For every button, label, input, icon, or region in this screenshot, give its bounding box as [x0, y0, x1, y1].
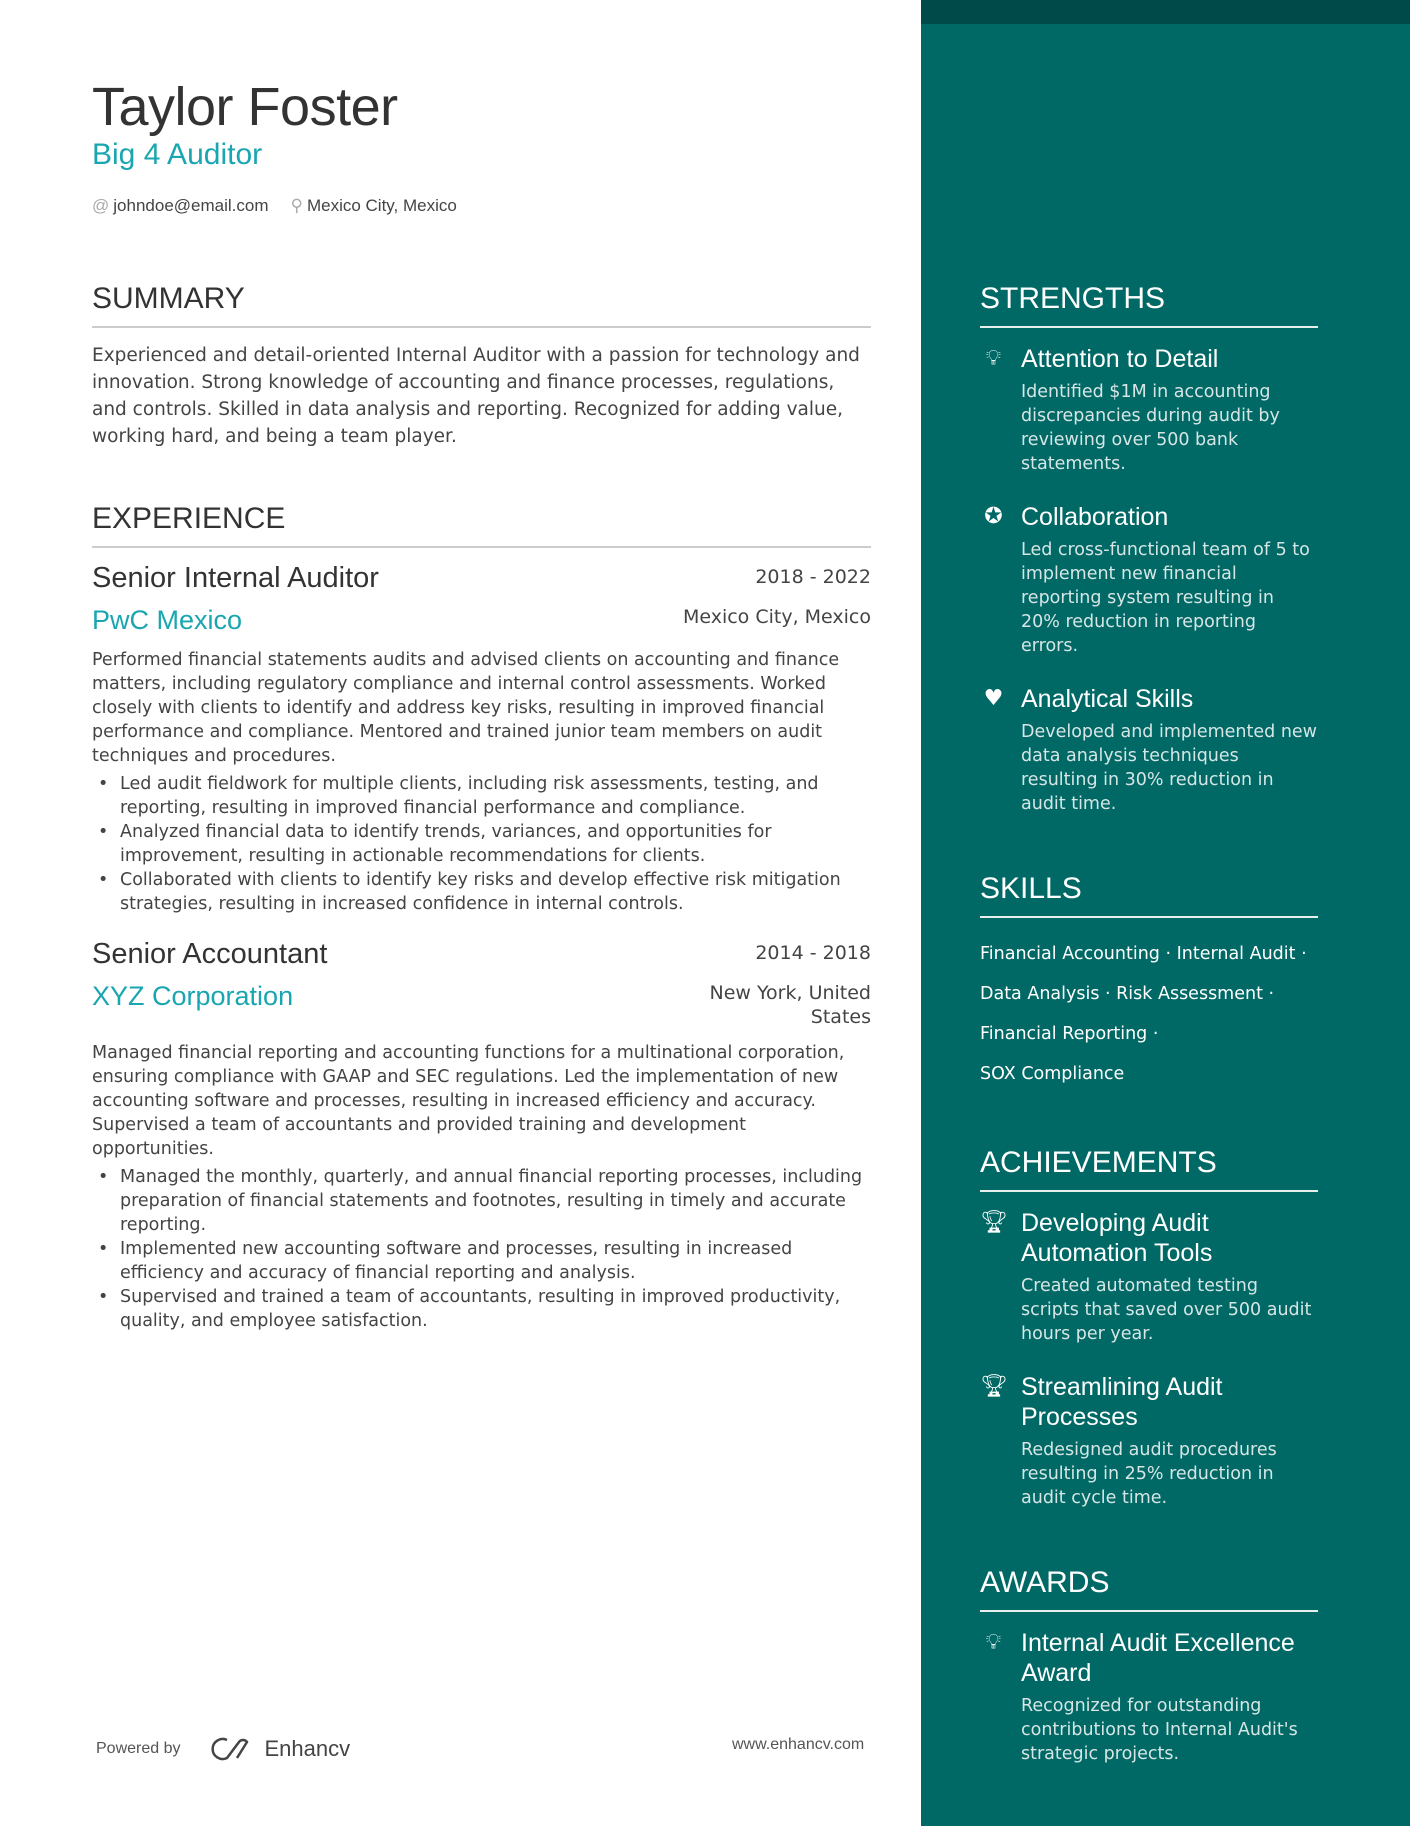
job-entry	[92, 938, 871, 1333]
section-heading: SKILLS	[980, 872, 1318, 918]
candidate-name: Taylor Foster	[92, 77, 398, 137]
contact-info	[92, 196, 457, 216]
section-heading: EXPERIENCE	[92, 502, 871, 548]
section-heading: SUMMARY	[92, 282, 871, 328]
enhancv-logo-icon	[209, 1736, 255, 1762]
award-icon: ✪	[984, 504, 1003, 529]
summary-section	[92, 282, 871, 450]
sidebar-top-band	[921, 0, 1410, 24]
bullet: • Collaborated with clients to identify key risks and develop effective risk mitigation strategies, resulting in increased confidence in internal controls.	[92, 868, 871, 916]
item-title: Internal Audit Excellence Award	[1021, 1629, 1295, 1687]
item-title: Attention to Detail	[1021, 345, 1219, 373]
awards-section	[980, 1566, 1318, 1792]
brand-name: Enhancv	[264, 1736, 351, 1761]
section-heading: STRENGTHS	[980, 282, 1318, 328]
item-title: Developing Audit Automation Tools	[1021, 1209, 1213, 1267]
trophy-icon: 🏆︎	[980, 1210, 1008, 1235]
skill-line: SOX Compliance	[980, 1064, 1125, 1084]
job-dates: 2018 - 2022	[755, 566, 871, 588]
achievements-section	[980, 1146, 1318, 1536]
section-heading: AWARDS	[980, 1566, 1318, 1612]
achievement-item	[980, 1208, 1318, 1346]
email[interactable]: johndoe@email.com	[113, 196, 269, 215]
skills-section	[980, 872, 1318, 1094]
summary-text: Experienced and detail-oriented Internal Auditor with a passion for technology and innovation. Strong knowledge of accounting and finance processes, regulations, and controls. Skilled in data analysis and reporting. Recognized for adding value, working hard, and being a team player.	[92, 345, 860, 447]
experience-section	[92, 502, 871, 1355]
bullet: • Managed the monthly, quarterly, and annual financial reporting processes, including preparation of financial statements and footnotes, resulting in timely and accurate reporting.	[92, 1165, 871, 1237]
achievement-item	[980, 1372, 1318, 1510]
strengths-section	[980, 282, 1318, 842]
lightbulb-icon: 💡︎	[985, 346, 1002, 371]
section-heading: ACHIEVEMENTS	[980, 1146, 1318, 1192]
item-text: Redesigned audit procedures resulting in 25% reduction in audit cycle time.	[1021, 1440, 1277, 1508]
footer-branding	[96, 1736, 350, 1762]
job-title: Senior Internal Auditor	[92, 562, 379, 594]
bullet: • Led audit fieldwork for multiple clients, including risk assessments, testing, and reporting, resulting in improved financial performance and compliance.	[92, 772, 871, 820]
bullet: • Implemented new accounting software and processes, resulting in increased efficiency and accuracy of financial reporting and analysis.	[92, 1237, 871, 1285]
job-entry	[92, 562, 871, 916]
job-location: New York, United States	[709, 982, 871, 1028]
bullet: • Supervised and trained a team of accountants, resulting in improved productivity, quality, and employee satisfaction.	[92, 1285, 871, 1333]
lightbulb-icon: 💡︎	[985, 1630, 1002, 1655]
item-text: Led cross-functional team of 5 to implement new financial reporting system resulting in 20% reduction in reporting errors.	[1021, 540, 1310, 656]
job-dates: 2014 - 2018	[755, 942, 871, 964]
skill-line: Financial Accounting · Internal Audit ·	[980, 944, 1307, 964]
item-text: Recognized for outstanding contributions to Internal Audit's strategic projects.	[1021, 1696, 1298, 1764]
job-location: Mexico City, Mexico	[682, 606, 871, 628]
skill-line: Data Analysis · Risk Assessment ·	[980, 984, 1275, 1004]
enhancv-logo[interactable]	[209, 1736, 351, 1762]
at-icon: @	[92, 196, 110, 215]
footer-url[interactable]: www.enhancv.com	[732, 1736, 865, 1753]
location: Mexico City, Mexico	[306, 196, 457, 215]
powered-by: Powered by	[96, 1740, 181, 1757]
job-bullets	[92, 1165, 871, 1333]
trophy-icon: 🏆︎	[980, 1374, 1008, 1399]
bullet: • Analyzed financial data to identify trends, variances, and opportunities for improvement, resulting in actionable recommendations for clients.	[92, 820, 871, 868]
location-pin-icon: ⚲	[290, 196, 303, 215]
company: XYZ Corporation	[92, 981, 294, 1011]
job-title: Senior Accountant	[92, 938, 328, 970]
job-bullets	[92, 772, 871, 916]
strength-item	[980, 344, 1318, 476]
company: PwC Mexico	[92, 605, 243, 635]
strength-item	[980, 502, 1318, 658]
item-text: Developed and implemented new data analysis techniques resulting in 30% reduction in audit time.	[1021, 722, 1317, 814]
job-description: Managed financial reporting and accounting functions for a multinational corporation, ensuring compliance with GAAP and SEC regulations. Led the implementation of new accounting software and processes, resulting in increased efficiency and accuracy. Supervised a team of accountants and provided training and development opportunities.	[92, 1043, 845, 1159]
strength-item	[980, 684, 1318, 816]
award-item	[980, 1628, 1318, 1766]
item-text: Created automated testing scripts that saved over 500 audit hours per year.	[1021, 1276, 1312, 1344]
item-title: Collaboration	[1021, 503, 1169, 531]
item-title: Streamlining Audit Processes	[1021, 1373, 1223, 1431]
skill-line: Financial Reporting ·	[980, 1024, 1159, 1044]
item-title: Analytical Skills	[1021, 685, 1194, 713]
sidebar	[921, 0, 1410, 1826]
job-description: Performed financial statements audits and advised clients on accounting and finance matters, including regulatory compliance and internal control assessments. Worked closely with clients to identify and address key risks, resulting in improved financial performance and compliance. Mentored and trained junior team members on audit techniques and procedures.	[92, 650, 840, 766]
candidate-title: Big 4 Auditor	[92, 138, 263, 171]
item-text: Identified $1M in accounting discrepancies during audit by reviewing over 500 bank statements.	[1021, 382, 1280, 474]
heart-icon: ♥	[983, 686, 1004, 711]
